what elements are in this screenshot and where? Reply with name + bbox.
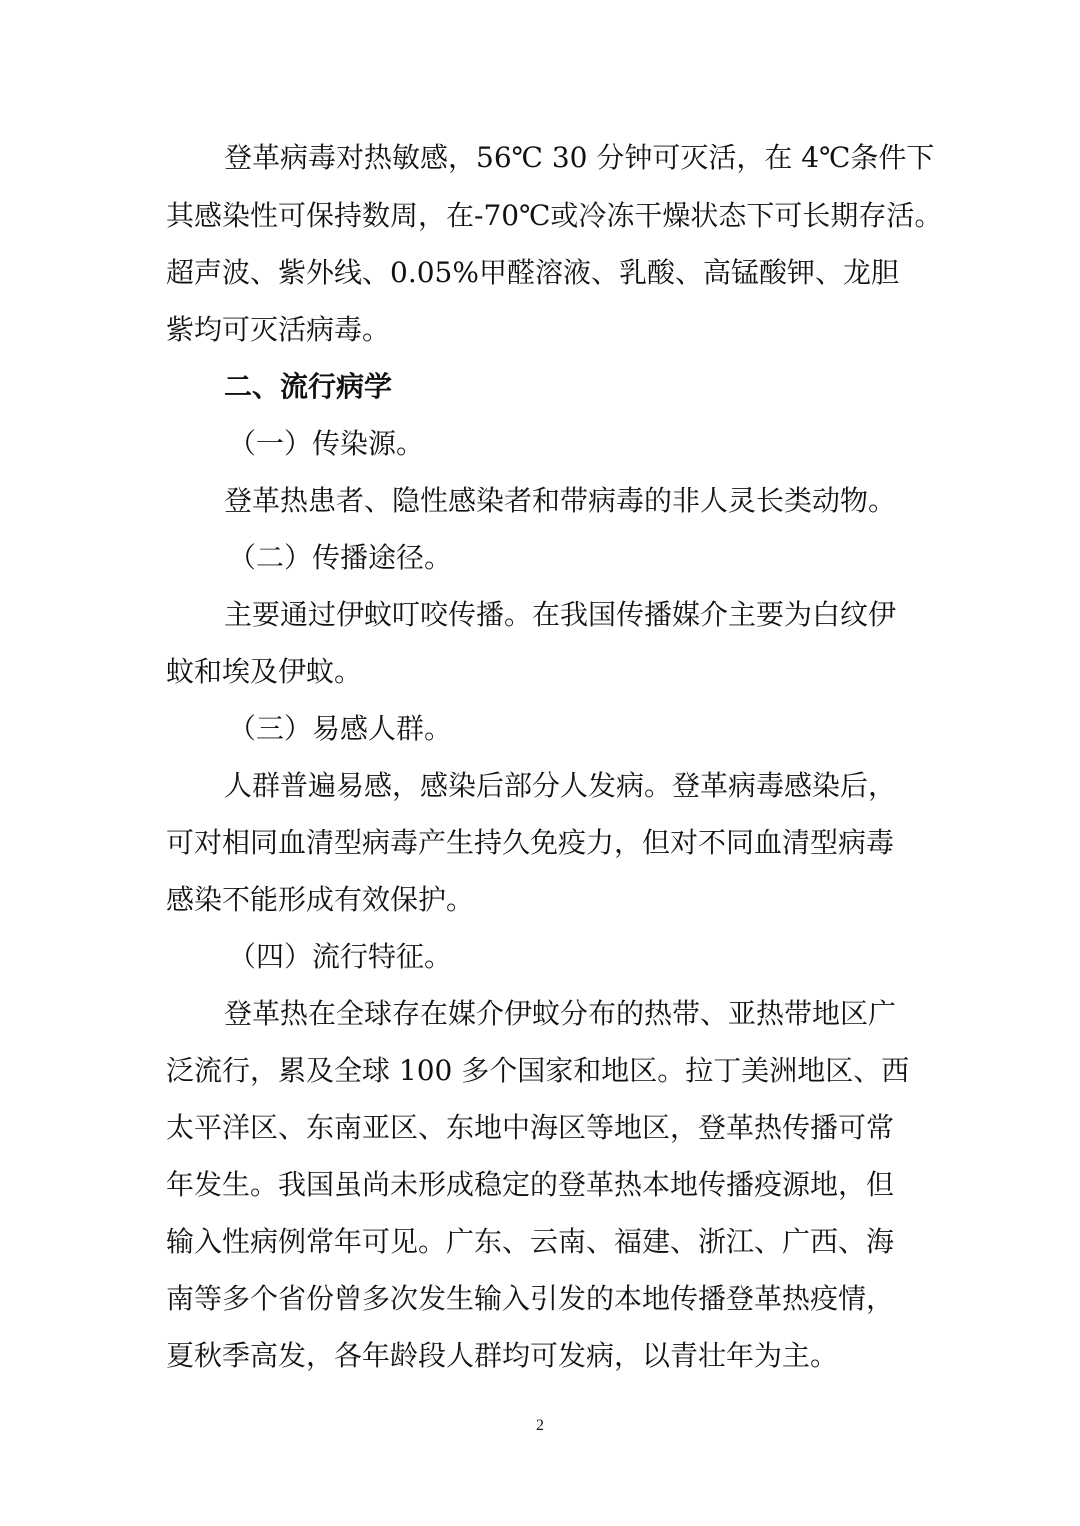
paragraph-line: 超声波、紫外线、0.05%甲醛溶液、乳酸、高锰酸钾、龙胆 — [166, 256, 899, 289]
paragraph-line: 人群普遍易感，感染后部分人发病。登革病毒感染后， — [224, 769, 897, 802]
paragraph-line: 蚊和埃及伊蚊。 — [166, 655, 363, 688]
paragraph-line: 登革热在全球存在媒介伊蚊分布的热带、亚热带地区广 — [224, 997, 897, 1030]
section-heading: 二、流行病学 — [224, 370, 393, 403]
paragraph-line: 登革热患者、隐性感染者和带病毒的非人灵长类动物。 — [224, 484, 897, 517]
paragraph-line: 感染不能形成有效保护。 — [166, 883, 475, 916]
paragraph-line: 其感染性可保持数周，在-70℃或冷冻干燥状态下可长期存活。 — [166, 199, 943, 232]
subsection-heading: （一）传染源。 — [228, 427, 425, 460]
paragraph-line: 可对相同血清型病毒产生持久免疫力，但对不同血清型病毒 — [166, 826, 895, 859]
paragraph-line: 紫均可灭活病毒。 — [166, 313, 391, 346]
subsection-heading: （四）流行特征。 — [228, 940, 453, 973]
paragraph-line: 登革病毒对热敏感，56℃ 30 分钟可灭活，在 4℃条件下 — [224, 141, 935, 174]
paragraph-line: 年发生。我国虽尚未形成稳定的登革热本地传播疫源地，但 — [166, 1168, 895, 1201]
paragraph-line: 夏秋季高发，各年龄段人群均可发病，以青壮年为主。 — [166, 1339, 839, 1372]
paragraph-line: 太平洋区、东南亚区、东地中海区等地区，登革热传播可常 — [166, 1111, 895, 1144]
paragraph-line: 输入性病例常年可见。广东、云南、福建、浙江、广西、海 — [166, 1225, 895, 1258]
paragraph-line: 南等多个省份曾多次发生输入引发的本地传播登革热疫情， — [166, 1282, 895, 1315]
paragraph-line: 泛流行，累及全球 100 多个国家和地区。拉丁美洲地区、西 — [166, 1054, 910, 1087]
paragraph-line: 主要通过伊蚊叮咬传播。在我国传播媒介主要为白纹伊 — [224, 598, 897, 631]
page-number: 2 — [536, 1417, 544, 1434]
subsection-heading: （三）易感人群。 — [228, 712, 453, 745]
subsection-heading: （二）传播途径。 — [228, 541, 453, 574]
